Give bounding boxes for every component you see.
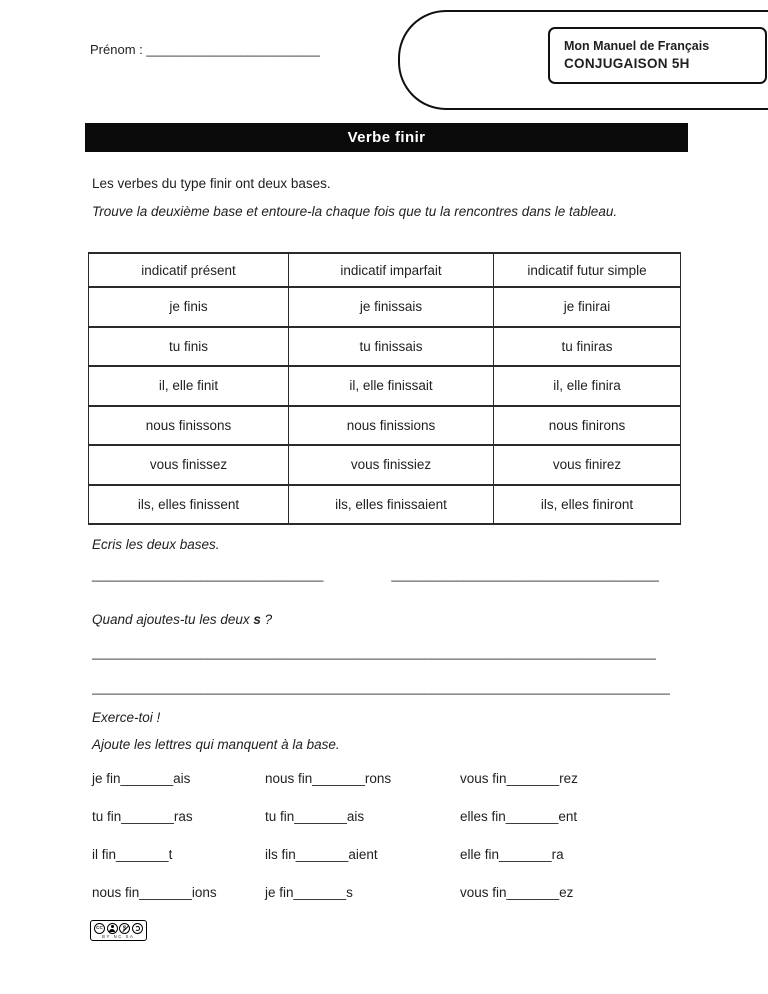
name-field-line: Prénom : ________________________ — [90, 42, 320, 57]
fill-in-item: nous fin_______rons — [265, 770, 392, 786]
by-person-icon — [107, 923, 118, 934]
bases-answer-blanks — [92, 567, 659, 582]
fill-in-item: je fin_______ais — [92, 770, 191, 786]
exercise-instruction: Ajoute les lettres qui manquent à la base. — [92, 737, 340, 752]
fill-in-item: ils fin_______aient — [265, 846, 378, 862]
cc-icon: CC — [94, 923, 105, 934]
answer-blank-line-1: ______________________________________________________________________________ — [92, 645, 656, 660]
table-cell: je finissais — [289, 287, 494, 327]
fill-in-item: vous fin_______rez — [460, 770, 578, 786]
base-blank-2: _____________________________________ — [391, 567, 659, 582]
table-cell: nous finissions — [289, 406, 494, 446]
fill-in-item: vous fin_______ez — [460, 884, 574, 900]
table-row — [89, 287, 681, 327]
fill-in-item: il fin_______t — [92, 846, 173, 862]
question-prefix: Quand ajoutes-tu les deux — [92, 612, 254, 627]
column-header-futur: indicatif futur simple — [494, 253, 681, 287]
table-cell: nous finissons — [89, 406, 289, 446]
nc-dollar-icon — [119, 923, 130, 934]
table-cell: il, elle finit — [89, 366, 289, 406]
table-cell: vous finissiez — [289, 445, 494, 485]
table-row — [89, 366, 681, 406]
table-row — [89, 327, 681, 367]
table-cell: vous finissez — [89, 445, 289, 485]
table-cell: il, elle finissait — [289, 366, 494, 406]
intro-text: Les verbes du type finir ont deux bases. — [92, 176, 331, 191]
write-bases-label: Ecris les deux bases. — [92, 537, 220, 552]
cc-icon-row — [94, 923, 143, 934]
table-cell: tu finis — [89, 327, 289, 367]
table-cell: il, elle finira — [494, 366, 681, 406]
fill-in-item: elles fin_______ent — [460, 808, 578, 824]
table-cell: ils, elles finissaient — [289, 485, 494, 525]
manual-badge — [548, 27, 767, 84]
table-cell: je finirai — [494, 287, 681, 327]
table-row — [89, 445, 681, 485]
fill-in-item: elle fin_______ra — [460, 846, 564, 862]
question-two-s — [92, 612, 272, 627]
table-cell: je finis — [89, 287, 289, 327]
fill-in-item: tu fin_______ras — [92, 808, 193, 824]
answer-blank-line-2: ________________________________________________________________________________ — [92, 680, 671, 695]
title-banner: Verbe finir — [85, 123, 688, 152]
table-header-row — [89, 253, 681, 287]
exercise-title: Exerce-toi ! — [92, 710, 161, 725]
table-cell: vous finirez — [494, 445, 681, 485]
cc-license-badge — [90, 920, 147, 941]
conjugation-table — [88, 252, 681, 525]
table-cell: tu finissais — [289, 327, 494, 367]
table-cell: ils, elles finiront — [494, 485, 681, 525]
table-row — [89, 485, 681, 525]
fill-in-item: je fin_______s — [265, 884, 353, 900]
fill-in-item: tu fin_______ais — [265, 808, 365, 824]
badge-subtitle: CONJUGAISON 5H — [564, 56, 690, 71]
sa-arrow-icon — [132, 923, 143, 934]
table-cell: tu finiras — [494, 327, 681, 367]
fill-in-item: nous fin_______ions — [92, 884, 217, 900]
table-row — [89, 406, 681, 446]
badge-title: Mon Manuel de Français — [564, 39, 710, 53]
question-suffix: ? — [260, 612, 273, 627]
cc-license-terms: BY NC SA — [102, 934, 135, 939]
fill-in-exercise-grid — [92, 759, 684, 911]
base-blank-1: ________________________________ — [92, 567, 324, 582]
table-cell: ils, elles finissent — [89, 485, 289, 525]
question-bold-s: s — [253, 612, 261, 627]
instruction-find-base: Trouve la deuxième base et entoure-la chaque fois que tu la rencontres dans le tableau. — [92, 204, 618, 219]
table-cell: nous finirons — [494, 406, 681, 446]
column-header-imparfait: indicatif imparfait — [289, 253, 494, 287]
column-header-present: indicatif présent — [89, 253, 289, 287]
